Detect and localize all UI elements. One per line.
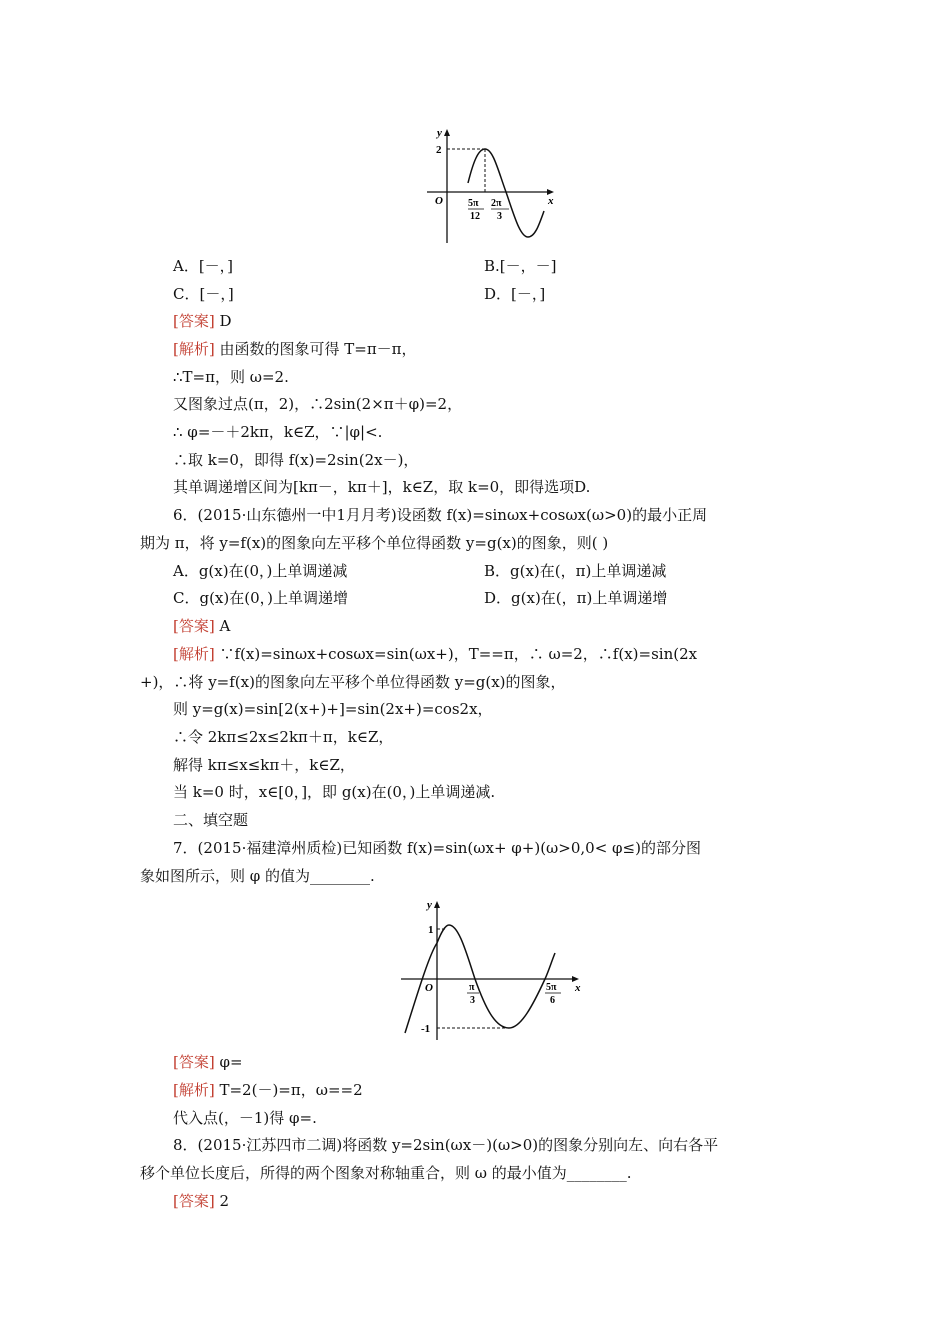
line-text: +)，∴将 y=f(x)的图象向左平移个单位得函数 y=g(x)的图象， <box>140 673 566 691</box>
x-tick-2-denominator: 3 <box>497 211 502 222</box>
line-text: B．g(x)在(，π)上单调递减 <box>484 562 667 580</box>
answer-tag: [解析] <box>173 645 215 663</box>
text-line <box>173 422 382 442</box>
text-line <box>173 311 232 331</box>
text-line <box>173 394 462 414</box>
y-axis-label: y <box>437 127 442 139</box>
figure-2-sine-graph <box>395 895 595 1045</box>
line-text: ∴令 2kπ≤2x≤2kπ＋π，k∈Z， <box>173 728 394 746</box>
text-line <box>484 588 667 608</box>
line-text: 则 y=g(x)=sin[2(x+)+]=sin(2x+)=cos2x， <box>173 700 493 718</box>
text-line <box>484 284 545 304</box>
text-line <box>484 256 557 276</box>
text-line <box>140 1163 632 1183</box>
text-line <box>173 1135 718 1155</box>
x-tick-1-denominator: 3 <box>470 995 475 1006</box>
line-text: 解得 kπ≤x≤kπ＋，k∈Z， <box>173 756 355 774</box>
y-axis-arrow <box>444 129 450 136</box>
text-line <box>173 505 707 525</box>
text-line <box>173 477 590 497</box>
figure-1-sine-graph <box>415 125 565 250</box>
text-line <box>173 755 355 775</box>
sine-curve <box>468 149 544 237</box>
text-line <box>173 1191 229 1211</box>
line-text: 移个单位长度后，所得的两个图象对称轴重合，则 ω 的最小值为________. <box>140 1164 632 1182</box>
text-line <box>173 1108 317 1128</box>
line-text: 6．(2015·山东德州一中1月月考)设函数 f(x)=sinωx+cosωx(ω>0)的最小正周 <box>173 506 708 524</box>
line-text: 代入点(，－1)得 φ=. <box>173 1109 317 1127</box>
text-line <box>173 339 417 359</box>
x-tick-2-denominator: 6 <box>550 995 555 1006</box>
answer-tag: [答案] <box>173 1053 215 1071</box>
line-text: φ= <box>214 1053 243 1071</box>
x-axis-label: x <box>548 195 554 207</box>
x-tick-1-denominator: 12 <box>470 211 480 222</box>
text-line <box>484 561 666 581</box>
text-line <box>173 782 495 802</box>
line-text: ∴T=π，则 ω=2. <box>173 368 289 386</box>
line-text: 由函数的图象可得 T=π－π， <box>214 340 417 358</box>
text-line <box>173 616 230 636</box>
line-text: B.[－，－] <box>484 257 557 275</box>
text-line <box>140 672 566 692</box>
line-text: 2 <box>214 1192 230 1210</box>
y-tick-bottom-label: -1 <box>421 1023 431 1035</box>
y-axis-label: y <box>427 899 432 911</box>
text-line <box>173 588 348 608</box>
line-text: ∴ φ=－＋2kπ，k∈Z，∵|φ|<. <box>173 423 383 441</box>
line-text: 当 k=0 时，x∈[0，]，即 g(x)在(0，)上单调递减. <box>173 783 496 801</box>
text-line <box>140 533 608 553</box>
line-text: D <box>214 312 232 330</box>
text-line <box>173 256 233 276</box>
line-text: C．g(x)在(0，)上单调递增 <box>173 589 348 607</box>
text-line <box>173 1080 363 1100</box>
text-line <box>173 838 701 858</box>
line-text: 二、填空题 <box>173 811 249 829</box>
text-line <box>173 810 248 830</box>
x-tick-2-numerator: 2π <box>491 198 502 209</box>
line-text: 象如图所示，则 φ 的值为________. <box>140 867 375 885</box>
line-text: D．[－，] <box>484 285 546 303</box>
text-line <box>173 1052 243 1072</box>
x-axis-label: x <box>575 982 581 994</box>
x-tick-1-numerator: 5π <box>468 198 479 209</box>
text-line <box>173 450 418 470</box>
line-text: 期为 π，将 y=f(x)的图象向左平移个单位得函数 y=g(x)的图象，则( ) <box>140 534 609 552</box>
text-line <box>173 561 347 581</box>
text-line <box>173 284 234 304</box>
answer-tag: [答案] <box>173 617 215 635</box>
line-text: 8．(2015·江苏四市二调)将函数 y=2sin(ωx－)(ω>0)的图象分别向左、向右各平 <box>173 1136 719 1154</box>
line-text: A <box>214 617 231 635</box>
line-text: A．[－，] <box>173 257 234 275</box>
line-text: T=2(－)=π，ω==2 <box>214 1081 363 1099</box>
line-text: ∴取 k=0，即得 f(x)=2sin(2x－)， <box>173 451 419 469</box>
text-line <box>140 866 375 886</box>
line-text: 又图象过点(π，2)，∴2sin(2×π＋φ)=2， <box>173 395 463 413</box>
y-tick-top-label: 1 <box>428 924 434 936</box>
y-axis-arrow <box>434 901 440 908</box>
answer-tag: [答案] <box>173 312 215 330</box>
answer-tag: [答案] <box>173 1192 215 1210</box>
origin-label: O <box>425 982 433 994</box>
line-text: ∵f(x)=sinωx+cosωx=sin(ωx+)，T==π，∴ ω=2，∴f(x)=sin(2x <box>214 645 698 663</box>
text-line <box>173 727 393 747</box>
line-text: A．g(x)在(0，)上单调递减 <box>173 562 348 580</box>
line-text: C．[－，] <box>173 285 234 303</box>
answer-tag: [解析] <box>173 1081 215 1099</box>
text-line <box>173 699 493 719</box>
answer-tag: [解析] <box>173 340 215 358</box>
y-tick-label: 2 <box>436 144 442 156</box>
line-text: 7．(2015·福建漳州质检)已知函数 f(x)=sin(ωx+ φ+)(ω>0,0< φ≤)的部分图 <box>173 839 701 857</box>
line-text: 其单调递增区间为[kπ－，kπ＋]，k∈Z，取 k=0，即得选项D. <box>173 478 591 496</box>
x-tick-1-numerator: π <box>469 982 475 993</box>
text-line <box>173 367 289 387</box>
text-line <box>173 644 697 664</box>
x-tick-2-numerator: 5π <box>546 982 557 993</box>
line-text: D．g(x)在(，π)上单调递增 <box>484 589 668 607</box>
origin-label: O <box>435 195 443 207</box>
